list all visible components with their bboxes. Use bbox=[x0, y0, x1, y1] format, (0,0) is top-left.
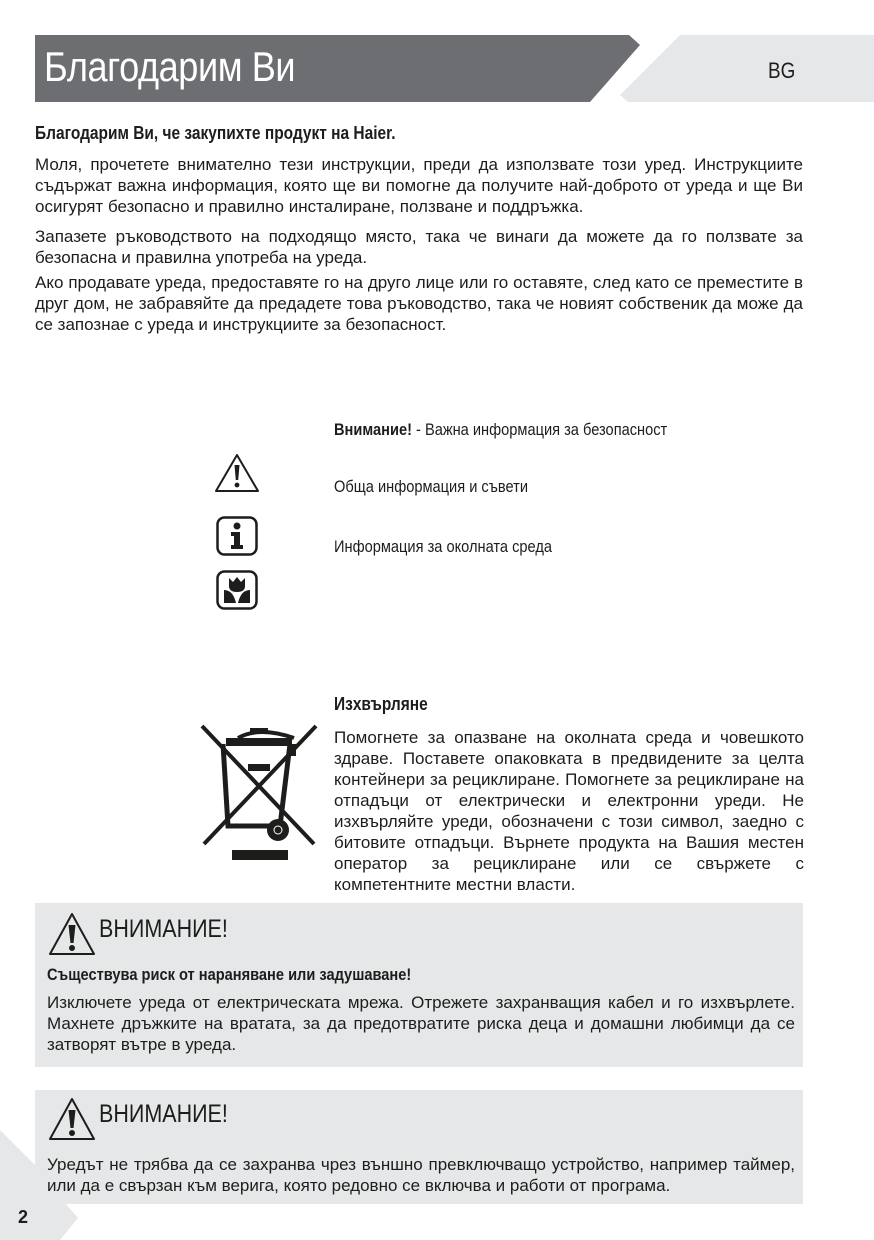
language-code: BG bbox=[768, 58, 796, 83]
crossed-out-wheelie-bin-icon bbox=[198, 722, 320, 862]
info-icon bbox=[216, 516, 258, 556]
legend-item-label: - Важна информация за безопасност bbox=[411, 420, 668, 439]
warning-subtitle: Съществува риск от нараняване или задушаване! bbox=[47, 965, 412, 984]
intro-paragraph: Запазете ръководството на подходящо място, така че винаги да можете да го ползвате за безопасна и правилна употреба на уреда. bbox=[35, 227, 803, 267]
warning-text: Уредът не трябва да се захранва чрез външно превключващо устройство, например таймер, или да е свързан към верига, която редовно се включва и работи от програма. bbox=[47, 1155, 795, 1195]
warning-triangle-icon bbox=[47, 1096, 97, 1142]
warning-triangle-icon bbox=[214, 452, 260, 494]
legend-item-label: Обща информация и съвети bbox=[334, 477, 528, 496]
disposal-title: Изхвърляне bbox=[334, 694, 428, 714]
legend-item-info bbox=[334, 477, 528, 497]
warning-title: ВНИМАНИЕ! bbox=[99, 915, 228, 943]
intro-title: Благодарим Ви, че закупихте продукт на Haier. bbox=[35, 123, 396, 143]
legend-item-environment bbox=[334, 537, 552, 557]
legend-item-warning bbox=[334, 420, 667, 440]
page-title: Благодарим Ви bbox=[44, 43, 296, 90]
intro-paragraph: Моля, прочетете внимателно тези инструкции, преди да използвате този уред. Инструкциите съдържат важна информация, която ще ви помогне да получите най-доброто от уреда и ще Ви осигурят безопасно и правилно инсталиране, ползване и поддръжка. bbox=[35, 155, 803, 216]
header-language-tab bbox=[620, 35, 874, 102]
intro-paragraph: Ако продавате уреда, предоставяте го на друго лице или го оставяте, след като се преместите в друг дом, не забравяйте да предадете това ръководство, така че новият собственик да може да се запознае с уреда и инструкциите за безопасност. bbox=[35, 273, 803, 334]
warning-box bbox=[35, 1090, 803, 1204]
warning-triangle-icon bbox=[47, 911, 97, 957]
warning-text: Изключете уреда от електрическата мрежа. Отрежете захранващия кабел и го изхвърлете. Махнете дръжките на вратата, за да предотвратите риска деца и домашни любимци да се затворят вътре в уреда. bbox=[47, 993, 795, 1054]
legend-item-label: Информация за околната среда bbox=[334, 537, 553, 556]
legend-item-bold: Внимание! bbox=[334, 420, 412, 439]
page-number: 2 bbox=[18, 1207, 29, 1227]
warning-title: ВНИМАНИЕ! bbox=[99, 1100, 228, 1128]
warning-box bbox=[35, 903, 803, 1067]
disposal-text: Помогнете за опазване на околната среда и човешкото здраве. Поставете опаковката в предвидените за целта контейнери за рециклиране. Помогнете за рециклиране на отпадъци от електрически и електронни уреди. Не изхвърляйте уреди, обозначени с този символ, заедно с битовите отпадъци. Върнете продукта на Вашия местен оператор за рециклиране или се свържете с компетентните местни власти. bbox=[334, 728, 804, 894]
environment-flower-icon bbox=[216, 570, 258, 610]
